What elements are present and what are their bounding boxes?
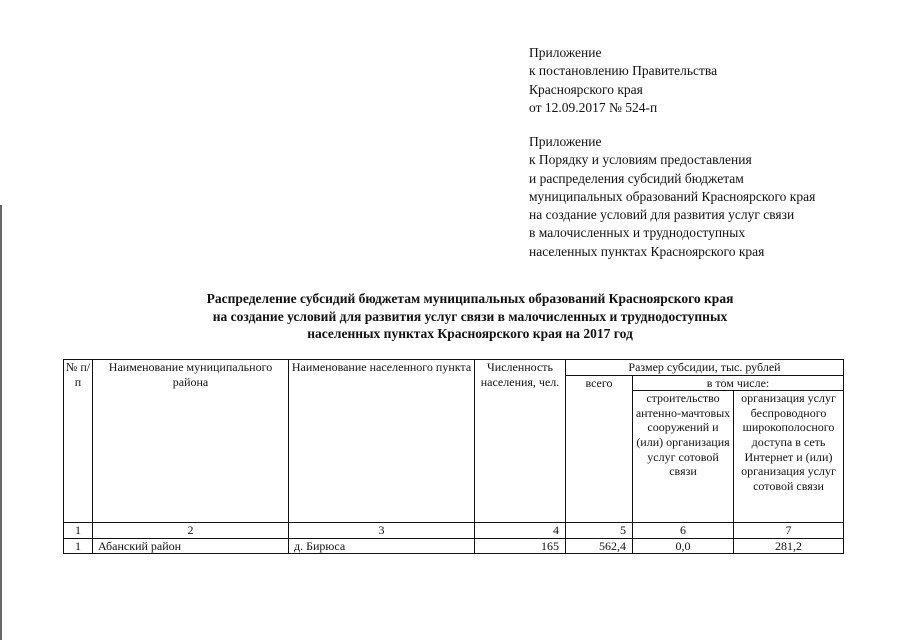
header-population: Численность населения, чел. bbox=[475, 360, 566, 523]
title-line: Распределение субсидий бюджетам муниципальных образований Красноярского края bbox=[206, 291, 734, 306]
subsidy-table bbox=[63, 359, 844, 554]
appendix-block-1 bbox=[529, 44, 717, 117]
appendix-2-line: и распределения субсидий бюджетам bbox=[529, 170, 744, 186]
appendix-1-line: от 12.09.2017 № 524-п bbox=[529, 99, 658, 115]
appendix-2-line: муниципальных образований Красноярского края bbox=[529, 188, 816, 204]
column-numbers-row bbox=[64, 523, 844, 539]
table-row bbox=[64, 538, 844, 554]
appendix-1-line: к постановлению Правительства bbox=[529, 63, 718, 79]
header-construction: строительство антенно-мачтовых сооружений и (или) организация услуг сотовой связи bbox=[633, 391, 734, 523]
appendix-2-line: к Порядку и условиям предоставления bbox=[529, 152, 752, 168]
appendix-1-line: Красноярского края bbox=[529, 81, 643, 97]
appendix-2-line: на создание условий для развития услуг связи bbox=[529, 207, 795, 223]
header-district: Наименование муниципального района bbox=[93, 360, 289, 523]
title-line: на создание условий для развития услуг связи в малочисленных и труднодоступных bbox=[212, 308, 728, 324]
document-title bbox=[90, 290, 850, 343]
header-total: всего bbox=[566, 375, 633, 523]
appendix-2-line: населенных пунктах Красноярского края bbox=[529, 243, 765, 259]
column-number: 7 bbox=[734, 523, 844, 539]
column-number: 5 bbox=[566, 523, 633, 539]
row-num: 1 bbox=[64, 538, 93, 554]
row-population: 165 bbox=[475, 538, 566, 554]
scan-edge bbox=[0, 205, 2, 640]
column-number: 3 bbox=[289, 523, 475, 539]
appendix-1-line: Приложение bbox=[529, 45, 602, 60]
column-number: 2 bbox=[93, 523, 289, 539]
appendix-2-line: Приложение bbox=[529, 134, 602, 149]
row-settlement: д. Бирюса bbox=[289, 538, 475, 554]
title-line: населенных пунктах Красноярского края на 2017 год bbox=[307, 326, 633, 341]
column-number: 6 bbox=[633, 523, 734, 539]
row-construction: 0,0 bbox=[633, 538, 734, 554]
row-broadband: 281,2 bbox=[734, 538, 844, 554]
row-district: Абанский район bbox=[93, 538, 289, 554]
header-including: в том числе: bbox=[633, 375, 844, 391]
header-broadband: организация услуг беспроводного широкополосного доступа в сеть Интернет и (или) организация услуг сотовой связи bbox=[734, 391, 844, 523]
column-number: 1 bbox=[64, 523, 93, 539]
row-total: 562,4 bbox=[566, 538, 633, 554]
appendix-2-line: в малочисленных и труднодоступных bbox=[529, 225, 746, 241]
column-number: 4 bbox=[475, 523, 566, 539]
appendix-block-2 bbox=[529, 133, 815, 261]
header-subsidy: Размер субсидии, тыс. рублей bbox=[566, 360, 844, 376]
header-settlement: Наименование населенного пункта bbox=[289, 360, 475, 523]
header-num: № п/п bbox=[64, 360, 93, 523]
